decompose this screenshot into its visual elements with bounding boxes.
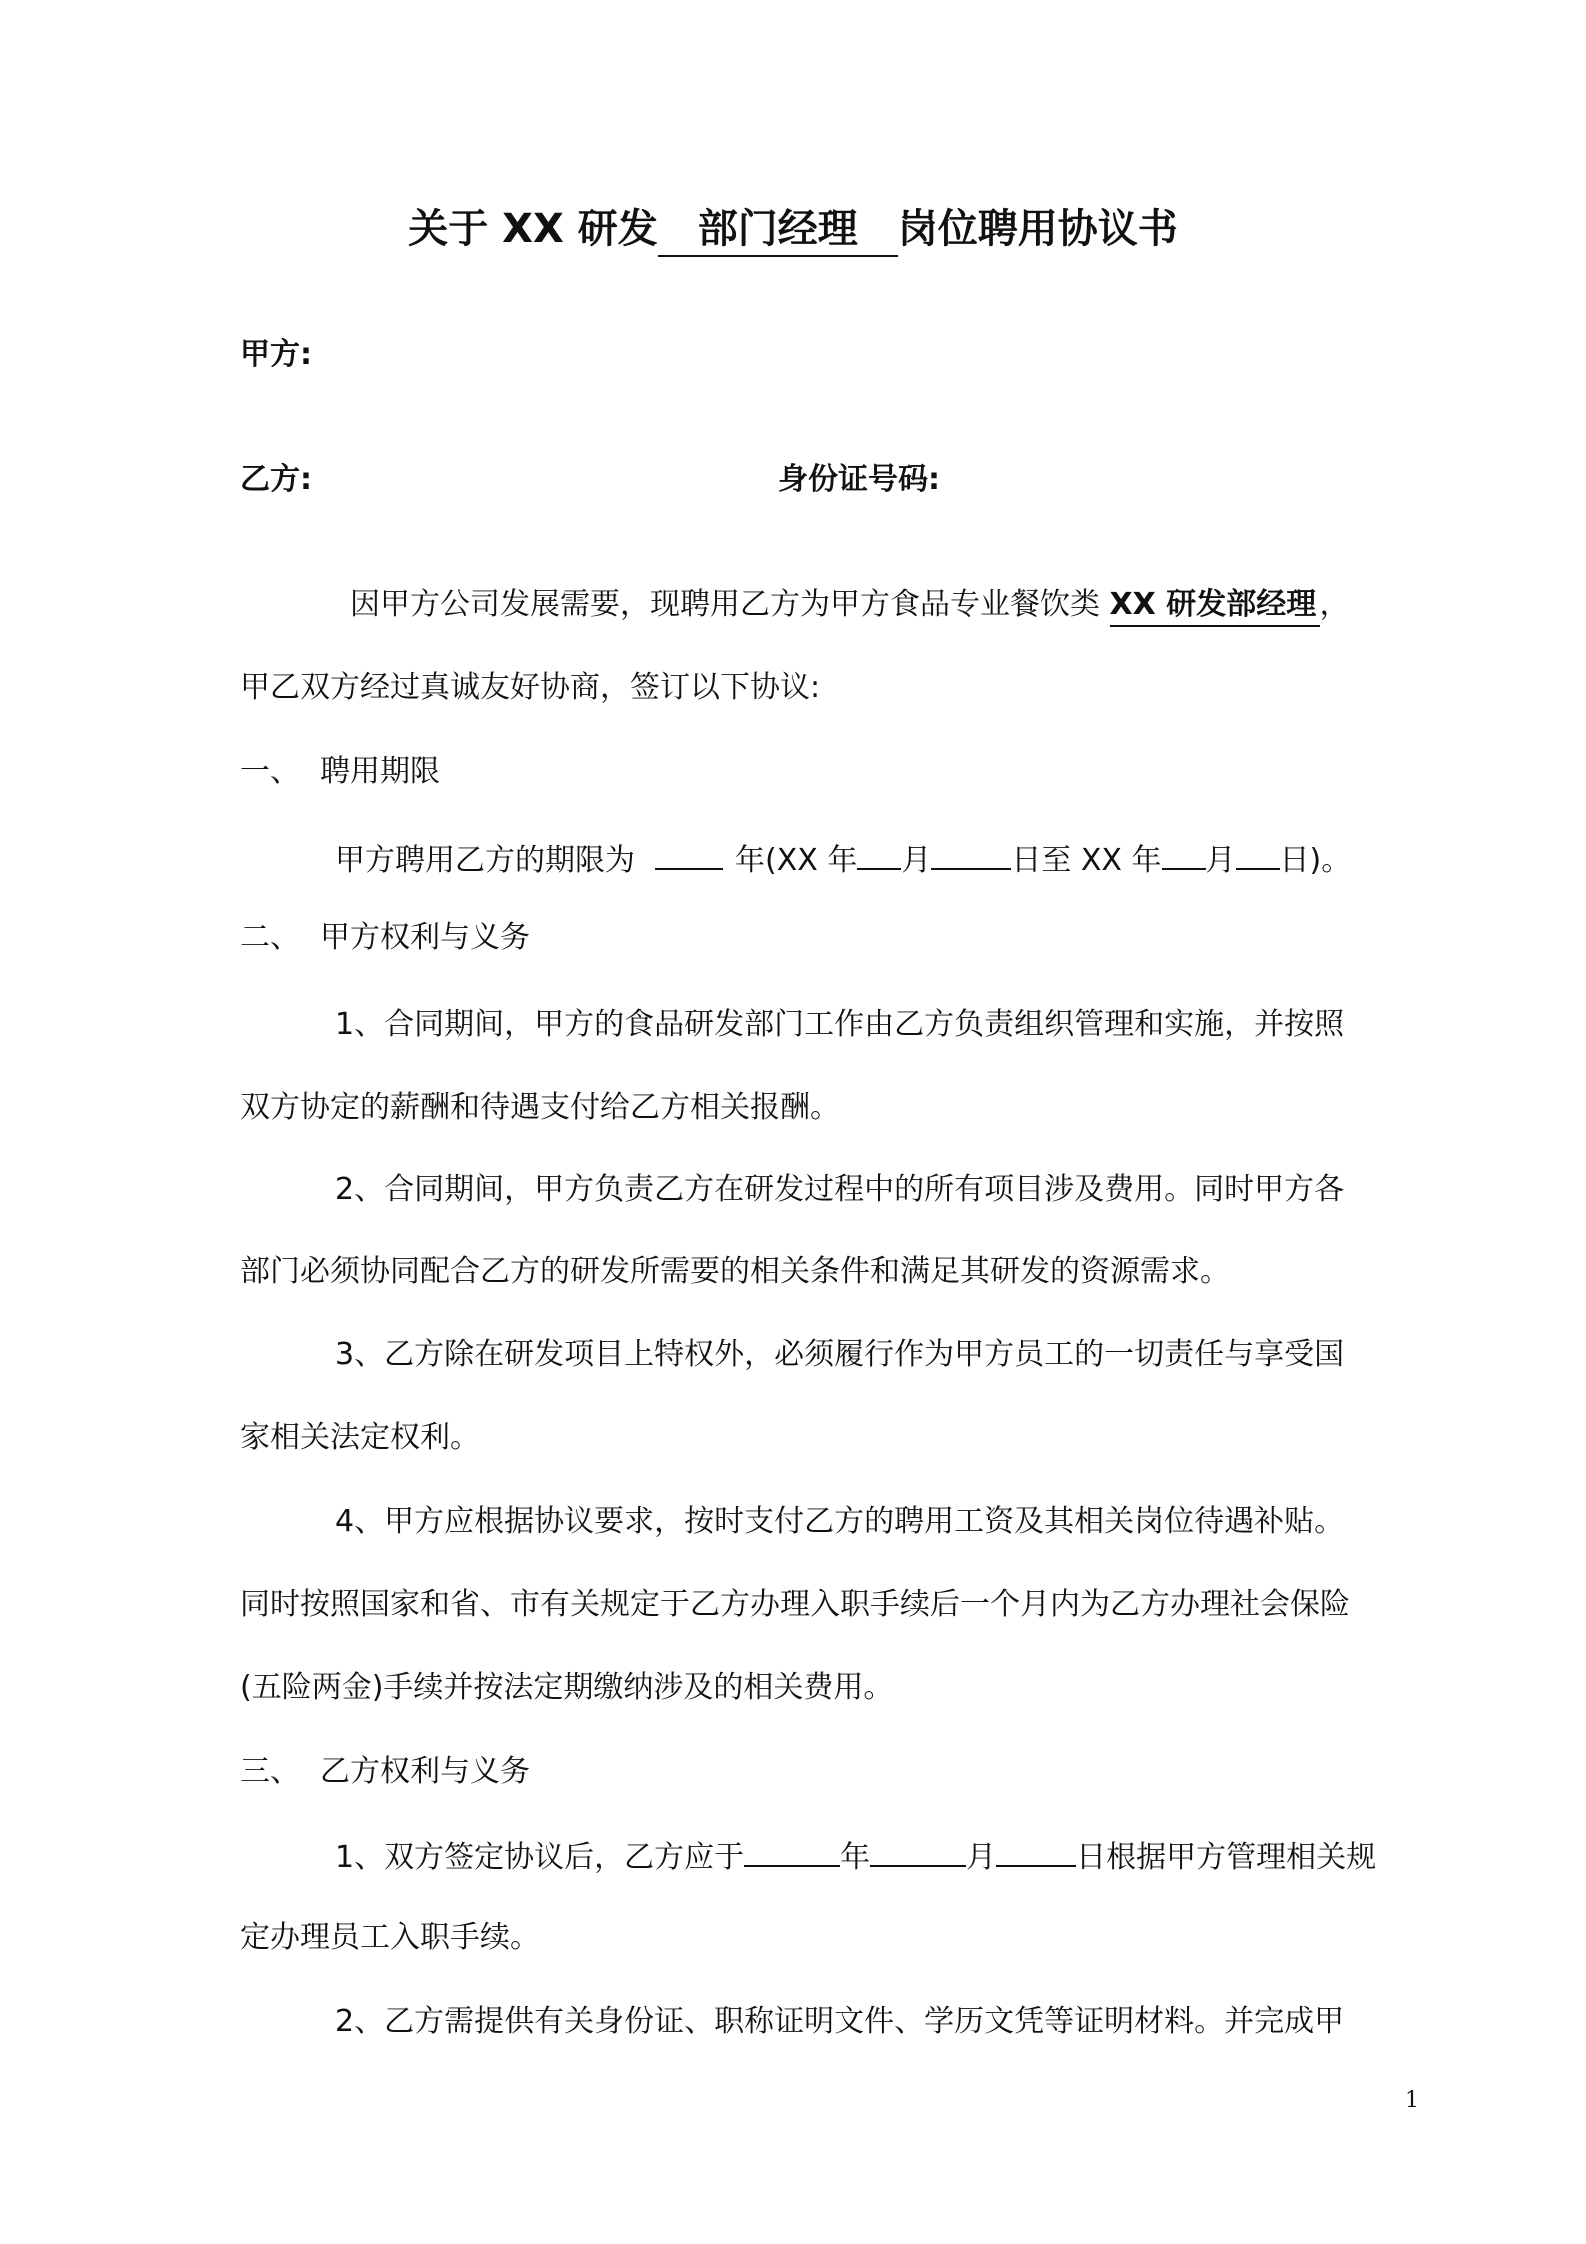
s2-item-3-line-1: 3、乙方除在研发项目上特权外，必须履行作为甲方员工的一切责任与享受国 xyxy=(335,1337,1345,1372)
start-day-blank xyxy=(931,838,1011,870)
party-a-label: 甲方: xyxy=(240,337,312,372)
title-position: 部门经理 xyxy=(658,203,898,257)
section-1-heading xyxy=(240,752,440,792)
end-day-blank xyxy=(1236,838,1280,870)
intro-text: 因甲方公司发展需要，现聘用乙方为甲方食品专业餐饮类 xyxy=(350,587,1110,622)
intro-line-2: 甲乙双方经过真诚友好协商，签订以下协议: xyxy=(240,670,821,705)
page-number: 1 xyxy=(1405,2088,1419,2113)
s2-item-4-line-2: 同时按照国家和省、市有关规定于乙方办理入职手续后一个月内为乙方办理社会保险 xyxy=(240,1587,1350,1622)
term-text-3: 日至 XX 年 xyxy=(1011,843,1162,878)
s3-item-1-year: 年 xyxy=(840,1840,871,1875)
entry-month-blank xyxy=(870,1835,966,1867)
s3-item-1-line-2: 定办理员工入职手续。 xyxy=(240,1920,540,1955)
end-month-blank xyxy=(1162,838,1206,870)
s3-item-1-prefix: 1、双方签定协议后，乙方应于 xyxy=(335,1840,745,1875)
s3-item-1-month: 月 xyxy=(966,1840,997,1875)
s2-item-4-line-1: 4、甲方应根据协议要求，按时支付乙方的聘用工资及其相关岗位待遇补贴。 xyxy=(335,1504,1345,1539)
term-prefix: 甲方聘用乙方的期限为 xyxy=(335,843,635,878)
term-text-5: 日)。 xyxy=(1279,843,1352,878)
s2-item-3-line-2: 家相关法定权利。 xyxy=(240,1420,480,1455)
term-line xyxy=(335,838,1351,881)
id-number-label: 身份证号码: xyxy=(778,462,940,497)
term-text-1: 年(XX 年 xyxy=(735,843,858,878)
s2-item-1-line-1: 1、合同期间，甲方的食品研发部门工作由乙方负责组织管理和实施，并按照 xyxy=(335,1007,1345,1042)
intro-position: XX 研发部经理 xyxy=(1110,585,1320,627)
section-2-number: 二、 xyxy=(240,920,300,955)
section-1-number: 一、 xyxy=(240,754,300,789)
section-3-title: 乙方权利与义务 xyxy=(320,1754,530,1789)
start-month-blank xyxy=(857,838,901,870)
term-years-blank xyxy=(655,838,723,870)
s2-item-2-line-1: 2、合同期间，甲方负责乙方在研发过程中的所有项目涉及费用。同时甲方各 xyxy=(335,1172,1345,1207)
title-suffix: 岗位聘用协议书 xyxy=(897,206,1178,252)
s3-item-1-line-1 xyxy=(335,1835,1376,1878)
s3-item-1-suffix: 日根据甲方管理相关规 xyxy=(1076,1840,1377,1875)
party-b-label: 乙方: xyxy=(240,462,312,497)
intro-comma: ， xyxy=(1319,587,1350,622)
entry-year-blank xyxy=(744,1835,840,1867)
section-3-number: 三、 xyxy=(240,1754,300,1789)
s2-item-1-line-2: 双方协定的薪酬和待遇支付给乙方相关报酬。 xyxy=(240,1090,840,1125)
intro-line-1 xyxy=(350,585,1350,627)
section-1-title: 聘用期限 xyxy=(320,754,440,789)
term-text-2: 月 xyxy=(901,843,932,878)
term-text-4: 月 xyxy=(1205,843,1236,878)
s2-item-2-line-2: 部门必须协同配合乙方的研发所需要的相关条件和满足其研发的资源需求。 xyxy=(240,1254,1230,1289)
section-2-title: 甲方权利与义务 xyxy=(320,920,530,955)
document-title xyxy=(0,203,1586,257)
section-3-heading xyxy=(240,1752,530,1792)
entry-day-blank xyxy=(996,1835,1076,1867)
s2-item-4-line-3: (五险两金)手续并按法定期缴纳涉及的相关费用。 xyxy=(240,1670,894,1705)
section-2-heading xyxy=(240,918,530,958)
s3-item-2-line-1: 2、乙方需提供有关身份证、职称证明文件、学历文凭等证明材料。并完成甲 xyxy=(335,2004,1345,2039)
title-prefix: 关于 XX 研发 xyxy=(408,206,658,252)
